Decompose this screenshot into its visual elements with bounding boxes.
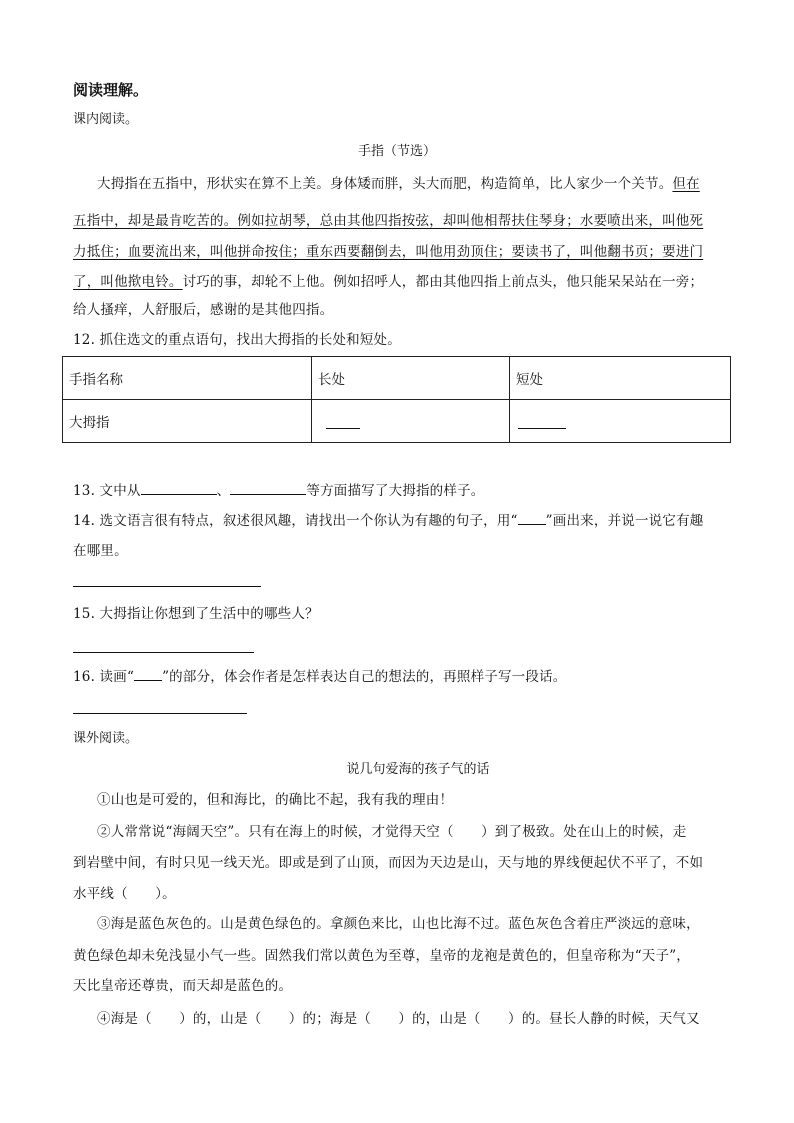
underline-sample (518, 510, 546, 525)
passage-text: 讨巧的事，却轮不上他。例如招呼人，都由其他四指上前点头，他只能呆呆站在一旁； (182, 274, 704, 290)
table-header-cell: 长处 (312, 357, 510, 400)
q16-prefix: 16. 读画“ (73, 669, 135, 685)
answer-blank[interactable] (230, 480, 306, 495)
passage2-para-2-line-3: 水平线（ ）。 (73, 886, 176, 902)
passage-line-5: 给人搔痒，人舒服后，感谢的是其他四指。 (73, 302, 334, 318)
passage2-para-1: ①山也是可爱的，但和海比，的确比不起，我有我的理由！ (97, 792, 454, 808)
q13-prefix: 13. 文中从 (73, 483, 141, 499)
passage2-para-3-line-1: ③海是蓝色灰色的。山是黄色绿色的。拿颜色来比，山也比海不过。蓝色灰色含着庄严淡远的意味， (97, 916, 700, 932)
part1-label: 课内阅读。 (73, 112, 139, 127)
passage2-para-4-line-1: ④海是（ ）的，山是（ ）的；海是（ ）的，山是（ ）的。昼长人静的时候，天气又 (97, 1011, 700, 1027)
answer-blank[interactable] (141, 480, 217, 495)
section-heading: 阅读理解。 (73, 81, 149, 99)
answer-table (62, 356, 731, 443)
answer-blank[interactable] (518, 428, 566, 429)
underlined-text: 了，叫他揿电铃。 (73, 274, 183, 290)
underline-sample (134, 666, 162, 681)
question-14 (73, 510, 703, 531)
q14-prefix: 14. 选文语言很有特点，叙述很风趣，请找出一个你认为有趣的句子，用“ (73, 513, 518, 529)
passage-line-4 (73, 272, 703, 292)
table-header-row (63, 357, 731, 400)
passage2-para-3-line-3: 天比皇帝还尊贵，而天却是蓝色的。 (73, 978, 293, 994)
passage-line-3: 力抵住；血要流出来，叫他拼命按住；重东西要翻倒去，叫他用劲顶住；要读书了，叫他翻书页；要进门 (73, 244, 704, 260)
answer-line[interactable] (73, 652, 254, 653)
passage-text: 大拇指在五指中，形状实在算不上美。身体矮而胖，头大而肥，构造简单，比人家少一个关节。 (97, 176, 673, 192)
q13-suffix: 等方面描写了大拇指的样子。 (306, 483, 485, 499)
strength-answer-cell[interactable] (312, 400, 510, 443)
question-14-line-2: 在哪里。 (73, 543, 128, 559)
question-12: 12. 抓住选文的重点语句，找出大拇指的长处和短处。 (73, 332, 401, 348)
passage2-para-2-line-1: ②人常常说“海阔天空”。只有在海上的时候，才觉得天空（ ）到了极致。处在山上的时候，走 (97, 824, 687, 840)
passage2-para-2-line-2: 到岩壁中间，有时只见一线天光。即或是到了山顶，而因为天边是山，天与地的界线便起伏不平了，不如 (73, 855, 704, 871)
q16-suffix: ”的部分，体会作者是怎样表达自己的想法的，再照样子写一段话。 (162, 669, 567, 685)
table-header-cell: 手指名称 (63, 357, 312, 400)
passage2-para-3-line-2: 黄色绿色却未免浅显小气一些。固然我们常以黄色为至尊，皇帝的龙袍是黄色的，但皇帝称为“天子”， (73, 948, 691, 964)
passage2-title: 说几句爱海的孩子气的话 (346, 762, 490, 777)
answer-line[interactable] (73, 713, 247, 714)
table-row (63, 400, 731, 443)
table-header-cell: 短处 (510, 357, 731, 400)
part2-label: 课外阅读。 (73, 731, 139, 746)
passage-line-1 (97, 174, 700, 194)
weakness-answer-cell[interactable] (510, 400, 731, 443)
answer-line[interactable] (73, 586, 261, 587)
answer-blank[interactable] (326, 428, 360, 429)
table-row-label: 大拇指 (63, 400, 312, 443)
question-16 (73, 666, 566, 687)
q14-suffix: ”画出来，并说一说它有趣 (545, 513, 704, 529)
passage-line-2: 五指中，却是最肯吃苦的。例如拉胡琴，总由其他四指按弦，却叫他相帮扶住琴身；水要喷出来，叫他死 (73, 213, 704, 229)
question-13 (73, 480, 484, 501)
underlined-text: 但在 (672, 176, 700, 192)
passage-title: 手指（节选） (357, 144, 436, 159)
q13-separator: 、 (216, 483, 231, 499)
question-15: 15. 大拇指让你想到了生活中的哪些人？ (73, 606, 319, 622)
